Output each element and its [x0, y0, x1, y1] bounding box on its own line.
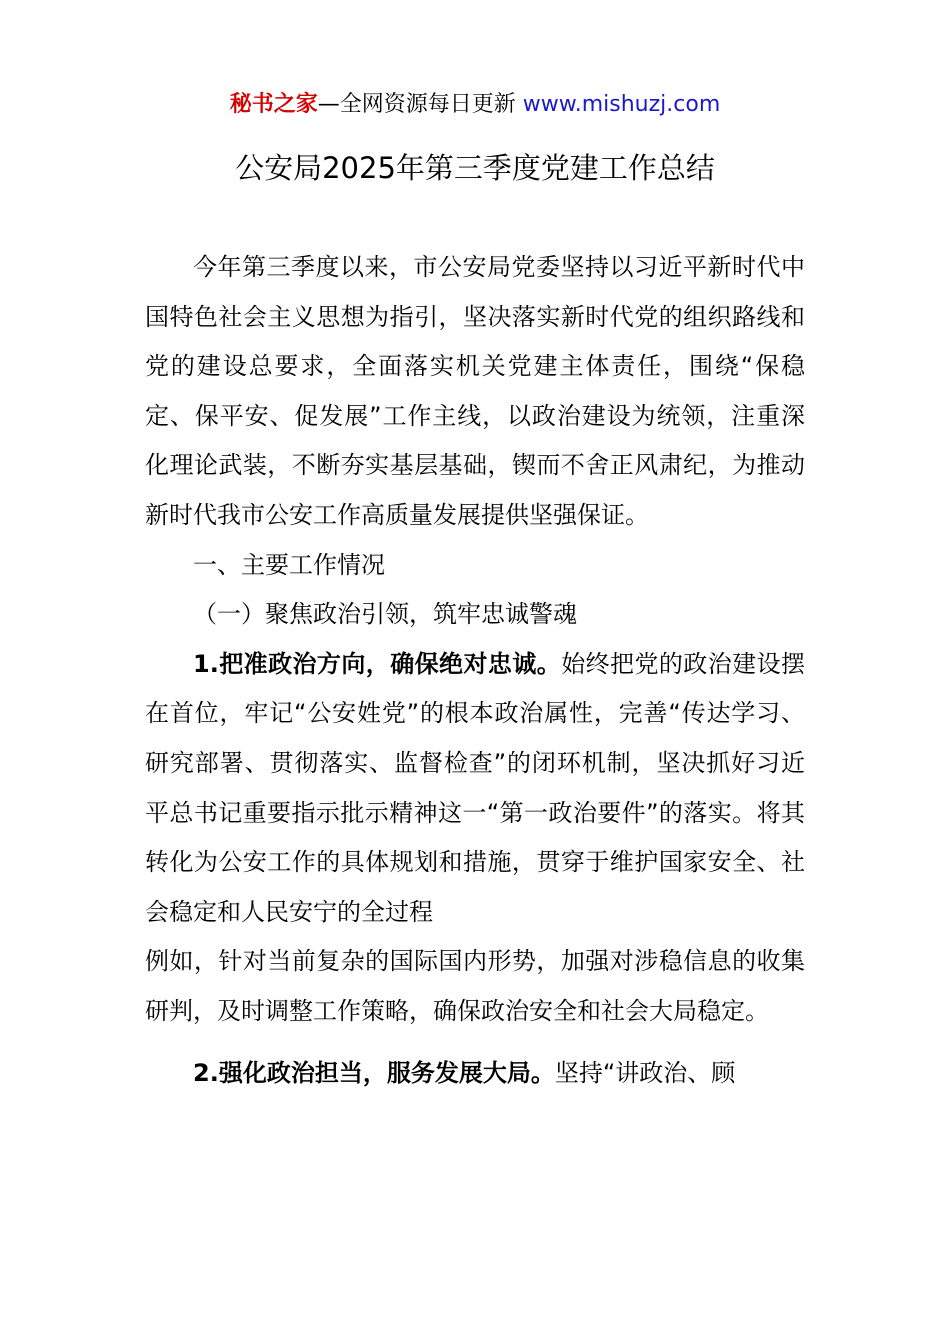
item-paragraph-1 [145, 640, 805, 938]
item-lead-2: 2.强化政治担当，服务发展大局。 [193, 1058, 555, 1087]
site-brand: 秘书之家 [229, 92, 318, 117]
item-lead-1: 1.把准政治方向，确保绝对忠诚。 [193, 649, 562, 678]
item-paragraph-2 [145, 1049, 805, 1099]
site-header [0, 88, 950, 122]
document-body [145, 243, 805, 1098]
section-heading: 一、主要工作情况 [193, 550, 385, 579]
item-paragraph-1-continued: 例如，针对当前复杂的国际国内形势，加强对涉稳信息的收集研判，及时调整工作策略，确保政治安全和社会大局稳定。 [145, 947, 805, 1025]
document-title: 公安局2025年第三季度党建工作总结 [235, 151, 715, 185]
site-url-link[interactable]: www.mishuzj.com [522, 92, 721, 117]
item-body-2: 坚持“讲政治、顾 [554, 1058, 736, 1087]
subsection-heading: （一）聚焦政治引领，筑牢忠诚警魂 [193, 600, 577, 629]
item-body-1a: 始终把党的政治建设摆在首位，牢记“公安姓党”的根本政治属性，完善“传达学习、研究部署、贯彻落实、监督检查”的闭环机制，坚决抓好习近平总书记重要指示批示精神这一“第一政治要件”的落实。将其转化为公安工作的具体规划和措施，贯穿于维护国家安全、社会稳定和人民安宁的全过程 [145, 649, 806, 926]
intro-paragraph: 今年第三季度以来，市公安局党委坚持以习近平新时代中国特色社会主义思想为指引，坚决落实新时代党的组织路线和党的建设总要求，全面落实机关党建主体责任，围绕“保稳定、保平安、促发展”工作主线，以政治建设为统领，注重深化理论武装，不断夯实基层基础，锲而不舍正风肃纪，为推动新时代我市公安工作高质量发展提供坚强保证。 [145, 253, 805, 529]
site-tagline: —全网资源每日更新 [317, 92, 523, 117]
